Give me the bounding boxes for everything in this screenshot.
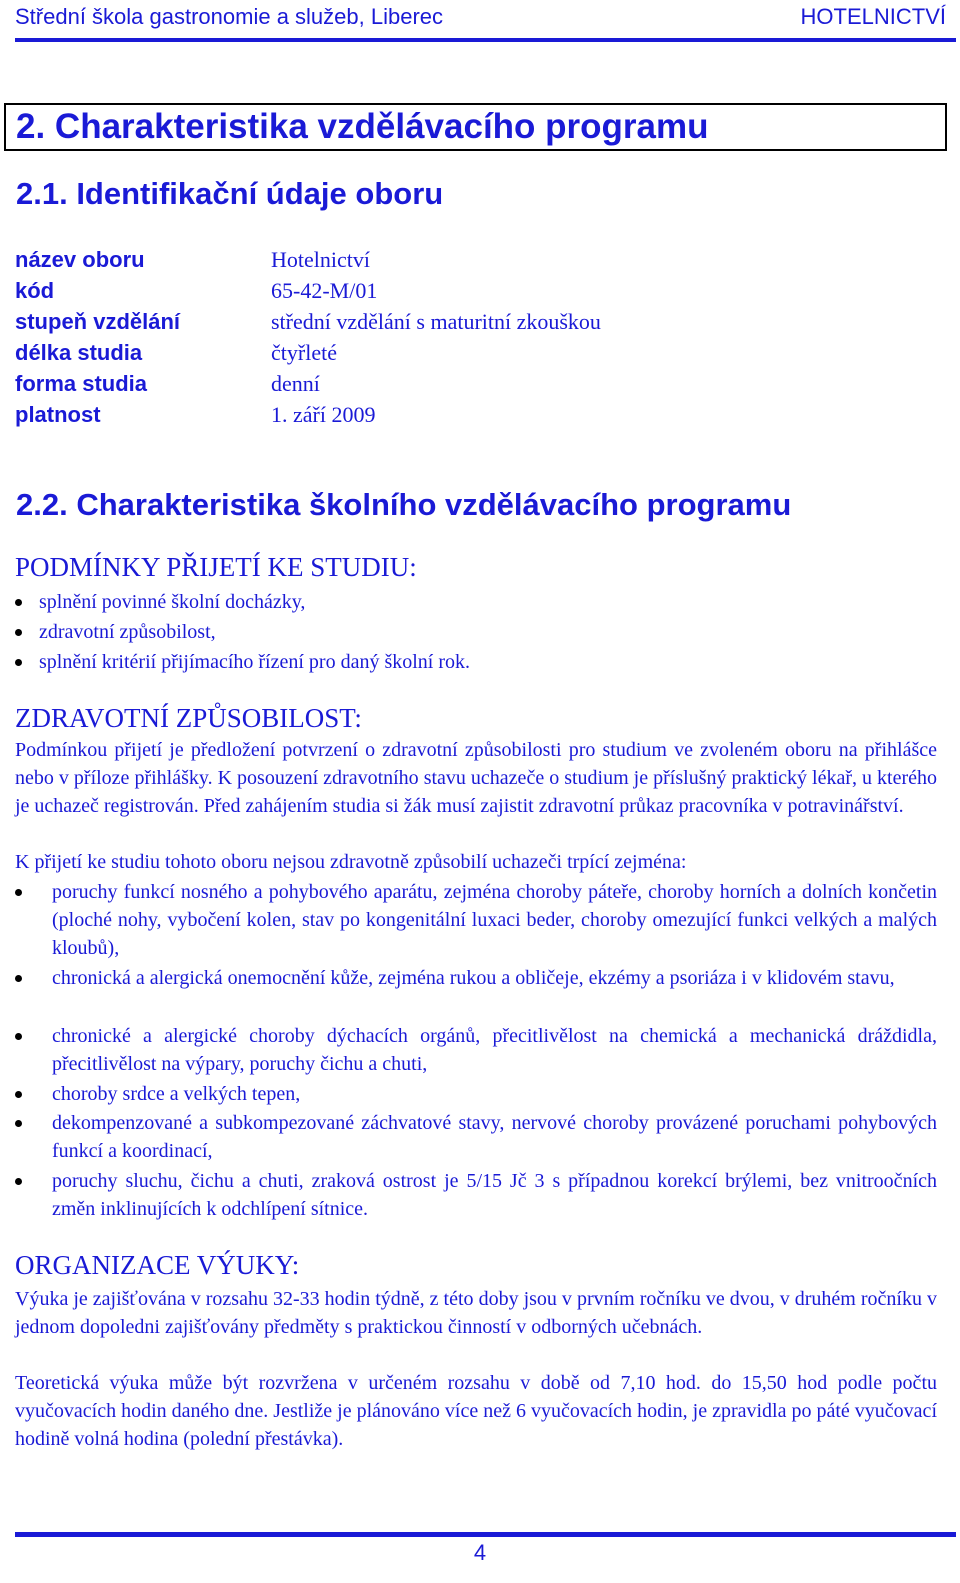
bullet-icon [15, 975, 22, 982]
header-program-name: HOTELNICTVÍ [800, 4, 946, 29]
section-identification-title: 2.1. Identifikační údaje oboru [16, 176, 444, 211]
field-value-validity: 1. září 2009 [271, 402, 376, 427]
list-item-text: splnění povinné školní docházky, [39, 591, 306, 613]
organization-paragraph-2: Teoretická výuka může být rozvržena v určeném rozsahu v době od 7,10 hod. do 15,50 hod podle počtu vyučovacích hodin daného dne. Jestliže je plánováno více než 6 vyučovacích hodin, je zpravidla po páté vyučovací hodině volná hodina (polední přestávka). [15, 1372, 937, 1450]
organization-heading: ORGANIZACE VÝUKY: [15, 1250, 300, 1280]
list-item-text: splnění kritérií přijímacího řízení pro daný školní rok. [39, 651, 471, 673]
field-value-length: čtyřleté [271, 340, 337, 365]
list-item-text: choroby srdce a velkých tepen, [52, 1083, 301, 1105]
field-value-level: střední vzdělání s maturitní zkouškou [271, 309, 601, 334]
bullet-icon [15, 1033, 22, 1040]
field-label-code: kód [15, 278, 55, 303]
page-number: 4 [473, 1540, 487, 1565]
admission-heading: PODMÍNKY PŘIJETÍ KE STUDIU: [15, 552, 417, 582]
field-value-name: Hotelnictví [271, 247, 370, 272]
field-value-form: denní [271, 371, 320, 396]
bullet-icon [15, 889, 22, 896]
field-label-validity: platnost [15, 402, 101, 427]
health-paragraph: Podmínkou přijetí je předložení potvrzení o zdravotní způsobilosti pro studium ve zvoleném oboru na přihlášce nebo v příloze přihlášky. K posouzení zdravotního stavu uchazeče o studium je příslušný praktický lékař, u kterého je uchazeč registrován. Před zahájením studia si žák musí zajistit zdravotní průkaz pracovníka v potravinářství. [15, 739, 937, 817]
list-item-text: chronická a alergická onemocnění kůže, zejména rukou a obličeje, ekzémy a psoriáza i v klidovém stavu, [52, 967, 895, 989]
field-label-name: název oboru [15, 247, 145, 272]
bullet-icon [15, 599, 22, 606]
list-item-text: chronické a alergické choroby dýchacích orgánů, přecitlivělost na chemická a mechanická dráždidla, přecitlivělost na výpary, poruchy čichu a chuti, [52, 1025, 937, 1075]
field-label-length: délka studia [15, 340, 143, 365]
bullet-icon [15, 1091, 22, 1098]
field-label-form: forma studia [15, 371, 148, 396]
bullet-icon [15, 1120, 22, 1127]
list-item-text: dekompenzované a subkompezované záchvatové stavy, nervové choroby provázené poruchami pohybových funkcí a koordinací, [52, 1112, 937, 1162]
field-label-level: stupeň vzdělání [15, 309, 181, 334]
bullet-icon [15, 659, 22, 666]
list-item-text: zdravotní způsobilost, [39, 621, 216, 643]
chapter-title: 2. Charakteristika vzdělávacího programu [16, 107, 709, 146]
field-value-code: 65-42-M/01 [271, 278, 378, 303]
list-item-text: poruchy funkcí nosného a pohybového aparátu, zejména choroby páteře, choroby horních a dolních končetin (ploché nohy, vybočení kolen, stav po kongenitální luxaci beder, choroby omezující funkci velkých a malých kloubů), [52, 881, 937, 959]
section-program-title: 2.2. Charakteristika školního vzdělávacího programu [16, 487, 792, 522]
list-item-text: poruchy sluchu, čichu a chuti, zraková ostrost je 5/15 Jč 3 s případnou korekcí brýlemi, bez vnitroočních změn inklinujících k odchlípení sítnice. [52, 1170, 937, 1220]
health-heading: ZDRAVOTNÍ ZPŮSOBILOST: [15, 703, 362, 733]
footer-divider [15, 1532, 956, 1537]
organization-paragraph-1: Výuka je zajišťována v rozsahu 32-33 hodin týdně, z této doby jsou v prvním ročníku ve dvou, v druhém ročníku v jednom dopoledni zajišťovány předměty s praktickou činností v odborných učebnách. [15, 1288, 937, 1338]
bullet-icon [15, 629, 22, 636]
bullet-icon [15, 1178, 22, 1185]
header-school-name: Střední škola gastronomie a služeb, Liberec [15, 4, 444, 29]
header-divider [15, 38, 956, 42]
health-intro: K přijetí ke studiu tohoto oboru nejsou zdravotně způsobilí uchazeči trpící zejména: [15, 851, 687, 873]
